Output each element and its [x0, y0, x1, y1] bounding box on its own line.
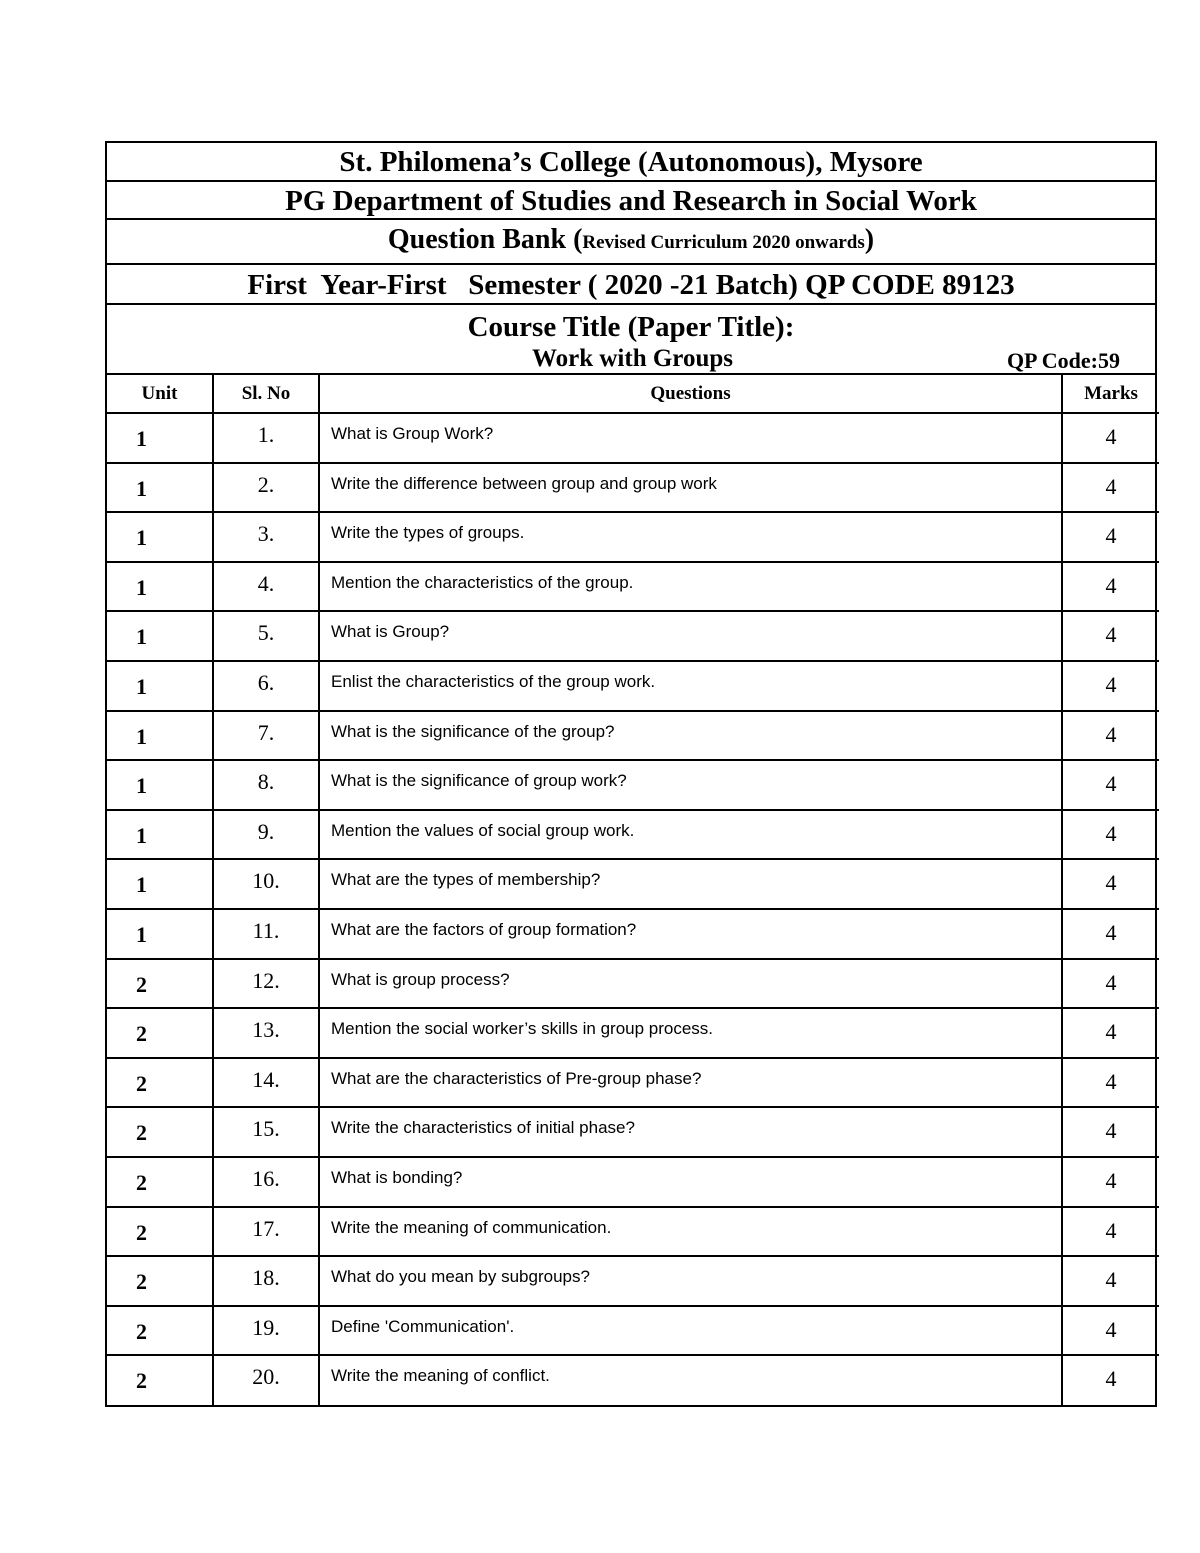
sl-no-cell: 13. [213, 1008, 319, 1058]
unit-cell: 1 [107, 413, 213, 463]
marks-cell: 4 [1062, 661, 1159, 711]
sl-no-cell: 8. [213, 760, 319, 810]
marks-cell: 4 [1062, 1008, 1159, 1058]
sl-no-cell: 15. [213, 1107, 319, 1157]
question-cell: What is the significance of group work? [319, 760, 1062, 810]
column-header-questions: Questions [319, 375, 1062, 413]
marks-cell: 4 [1062, 1107, 1159, 1157]
unit-cell: 1 [107, 909, 213, 959]
marks-cell: 4 [1062, 760, 1159, 810]
qp-code: QP Code:59 [1006, 348, 1120, 373]
question-cell: Write the meaning of communication. [319, 1207, 1062, 1257]
unit-cell: 2 [107, 1107, 213, 1157]
sl-no-cell: 4. [213, 562, 319, 612]
question-cell: What is the significance of the group? [319, 711, 1062, 761]
question-cell: Enlist the characteristics of the group work. [319, 661, 1062, 711]
course-title-label: Course Title (Paper Title): [467, 311, 795, 343]
table-row [107, 1355, 1159, 1405]
question-cell: What is group process? [319, 959, 1062, 1009]
unit-cell: 2 [107, 1355, 213, 1405]
table-row [107, 760, 1159, 810]
marks-cell: 4 [1062, 711, 1159, 761]
sl-no-cell: 9. [213, 810, 319, 860]
sl-no-cell: 14. [213, 1058, 319, 1108]
question-cell: Write the meaning of conflict. [319, 1355, 1062, 1405]
question-cell: What are the characteristics of Pre-group phase? [319, 1058, 1062, 1108]
marks-cell: 4 [1062, 1157, 1159, 1207]
unit-cell: 1 [107, 611, 213, 661]
table-row [107, 1107, 1159, 1157]
question-cell: What is Group Work? [319, 413, 1062, 463]
table-header-row [107, 375, 1159, 413]
column-header-unit: Unit [107, 375, 213, 413]
table-row [107, 909, 1159, 959]
question-cell: Mention the values of social group work. [319, 810, 1062, 860]
sl-no-cell: 19. [213, 1306, 319, 1356]
department-title: PG Department of Studies and Research in Social Work [107, 182, 1155, 220]
curriculum-label: Revised Curriculum 2020 onwards [582, 232, 865, 253]
question-bank-sheet [105, 141, 1157, 1407]
table-row [107, 859, 1159, 909]
sl-no-cell: 18. [213, 1256, 319, 1306]
questions-table [107, 375, 1159, 1405]
table-row [107, 959, 1159, 1009]
sl-no-cell: 5. [213, 611, 319, 661]
question-cell: What do you mean by subgroups? [319, 1256, 1062, 1306]
question-cell: Write the characteristics of initial phase? [319, 1107, 1062, 1157]
unit-cell: 2 [107, 1157, 213, 1207]
unit-cell: 1 [107, 463, 213, 513]
question-cell: What are the factors of group formation? [319, 909, 1062, 959]
college-title: St. Philomena’s College (Autonomous), Mysore [107, 143, 1155, 182]
question-bank-label: Question Bank ( [387, 224, 583, 255]
marks-cell: 4 [1062, 810, 1159, 860]
sl-no-cell: 3. [213, 512, 319, 562]
table-row [107, 1008, 1159, 1058]
question-cell: Write the types of groups. [319, 512, 1062, 562]
unit-cell: 2 [107, 1058, 213, 1108]
unit-cell: 2 [107, 1306, 213, 1356]
table-row [107, 463, 1159, 513]
table-row [107, 413, 1159, 463]
marks-cell: 4 [1062, 512, 1159, 562]
marks-cell: 4 [1062, 1355, 1159, 1405]
marks-cell: 4 [1062, 1256, 1159, 1306]
table-row [107, 1207, 1159, 1257]
table-row [107, 711, 1159, 761]
table-row [107, 562, 1159, 612]
sl-no-cell: 7. [213, 711, 319, 761]
semester-title: First Year-First Semester ( 2020 -21 Batch) QP CODE 89123 [107, 265, 1155, 305]
sl-no-cell: 6. [213, 661, 319, 711]
sl-no-cell: 17. [213, 1207, 319, 1257]
sl-no-cell: 16. [213, 1157, 319, 1207]
unit-cell: 1 [107, 810, 213, 860]
unit-cell: 1 [107, 562, 213, 612]
table-row [107, 661, 1159, 711]
unit-cell: 1 [107, 711, 213, 761]
marks-cell: 4 [1062, 1306, 1159, 1356]
question-bank-title [107, 220, 1155, 265]
table-row [107, 810, 1159, 860]
marks-cell: 4 [1062, 959, 1159, 1009]
marks-cell: 4 [1062, 1058, 1159, 1108]
unit-cell: 2 [107, 959, 213, 1009]
marks-cell: 4 [1062, 562, 1159, 612]
question-bank-close: ) [864, 224, 875, 255]
marks-cell: 4 [1062, 909, 1159, 959]
unit-cell: 1 [107, 859, 213, 909]
sl-no-cell: 2. [213, 463, 319, 513]
question-cell: Define 'Communication'. [319, 1306, 1062, 1356]
unit-cell: 2 [107, 1256, 213, 1306]
table-row [107, 1157, 1159, 1207]
table-row [107, 611, 1159, 661]
paper-title: Work with Groups [532, 345, 733, 372]
table-row [107, 1256, 1159, 1306]
sl-no-cell: 1. [213, 413, 319, 463]
marks-cell: 4 [1062, 463, 1159, 513]
unit-cell: 1 [107, 760, 213, 810]
question-cell: Write the difference between group and group work [319, 463, 1062, 513]
table-row [107, 512, 1159, 562]
unit-cell: 1 [107, 661, 213, 711]
marks-cell: 4 [1062, 413, 1159, 463]
sl-no-cell: 20. [213, 1355, 319, 1405]
unit-cell: 2 [107, 1207, 213, 1257]
course-title-block [107, 305, 1155, 375]
table-row [107, 1058, 1159, 1108]
column-header-marks: Marks [1062, 375, 1159, 413]
unit-cell: 2 [107, 1008, 213, 1058]
question-cell: What is bonding? [319, 1157, 1062, 1207]
question-cell: Mention the social worker’s skills in group process. [319, 1008, 1062, 1058]
marks-cell: 4 [1062, 859, 1159, 909]
table-row [107, 1306, 1159, 1356]
question-cell: What are the types of membership? [319, 859, 1062, 909]
question-cell: What is Group? [319, 611, 1062, 661]
sl-no-cell: 11. [213, 909, 319, 959]
marks-cell: 4 [1062, 611, 1159, 661]
sl-no-cell: 10. [213, 859, 319, 909]
marks-cell: 4 [1062, 1207, 1159, 1257]
question-cell: Mention the characteristics of the group. [319, 562, 1062, 612]
unit-cell: 1 [107, 512, 213, 562]
sl-no-cell: 12. [213, 959, 319, 1009]
column-header-sl-no: Sl. No [213, 375, 319, 413]
